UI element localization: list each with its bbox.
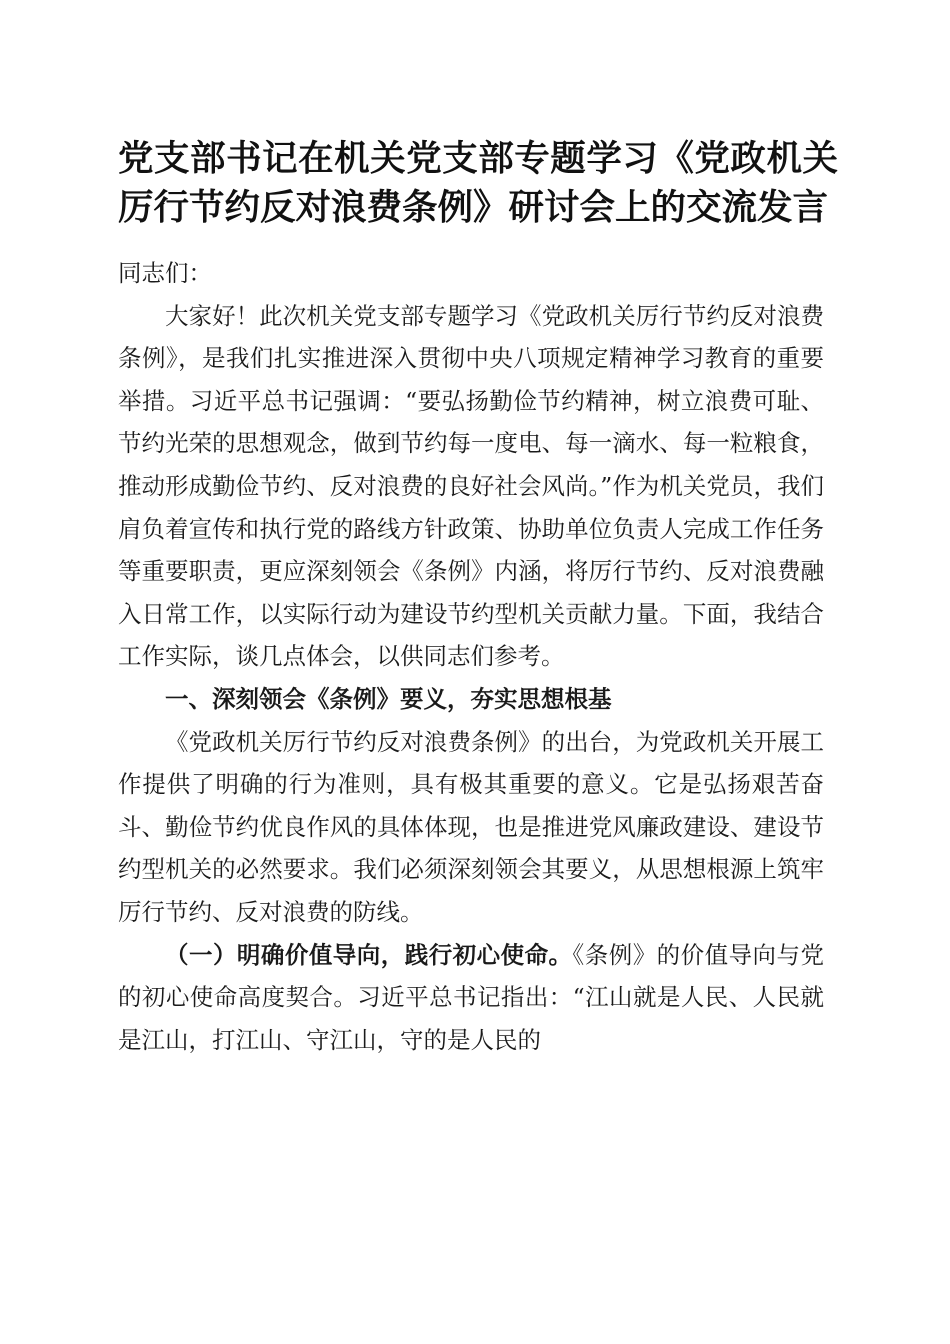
document-body	[118, 252, 824, 1061]
subsection-1-paragraph	[118, 934, 824, 1062]
intro-paragraph: 大家好！此次机关党支部专题学习《党政机关厉行节约反对浪费条例》，是我们扎实推进深入贯彻中央八项规定精神学习教育的重要举措。习近平总书记强调：“要弘扬勤俭节约精神，树立浪费可耻、节约光荣的思想观念，做到节约每一度电、每一滴水、每一粒粮食，推动形成勤俭节约、反对浪费的良好社会风尚。”作为机关党员，我们肩负着宣传和执行党的路线方针政策、协助单位负责人完成工作任务等重要职责，更应深刻领会《条例》内涵，将厉行节约、反对浪费融入日常工作，以实际行动为建设节约型机关贡献力量。下面，我结合工作实际，谈几点体会，以供同志们参考。	[118, 301, 824, 671]
section-1-heading: 一、深刻领会《条例》要义，夯实思想根基	[165, 684, 612, 713]
salutation: 同志们：	[118, 259, 212, 287]
subsection-1-text: 《条例》的价值导向与党的初心使命高度契合。习近平总书记指出：“江山就是人民、人民就是江山，打江山、守江山，守的是人民的	[118, 940, 825, 1054]
document-title: 党支部书记在机关党支部专题学习《党政机关厉行节约反对浪费条例》研讨会上的交流发言	[118, 138, 838, 228]
subsection-1-lead: （一）明确价值导向，践行初心使命。	[165, 940, 573, 969]
section-1-paragraph: 《党政机关厉行节约反对浪费条例》的出台，为党政机关开展工作提供了明确的行为准则，具有极其重要的意义。它是弘扬艰苦奋斗、勤俭节约优良作风的具体体现，也是推进党风廉政建设、建设节约型机关的必然要求。我们必须深刻领会其要义，从思想根源上筑牢厉行节约、反对浪费的防线。	[118, 727, 824, 926]
